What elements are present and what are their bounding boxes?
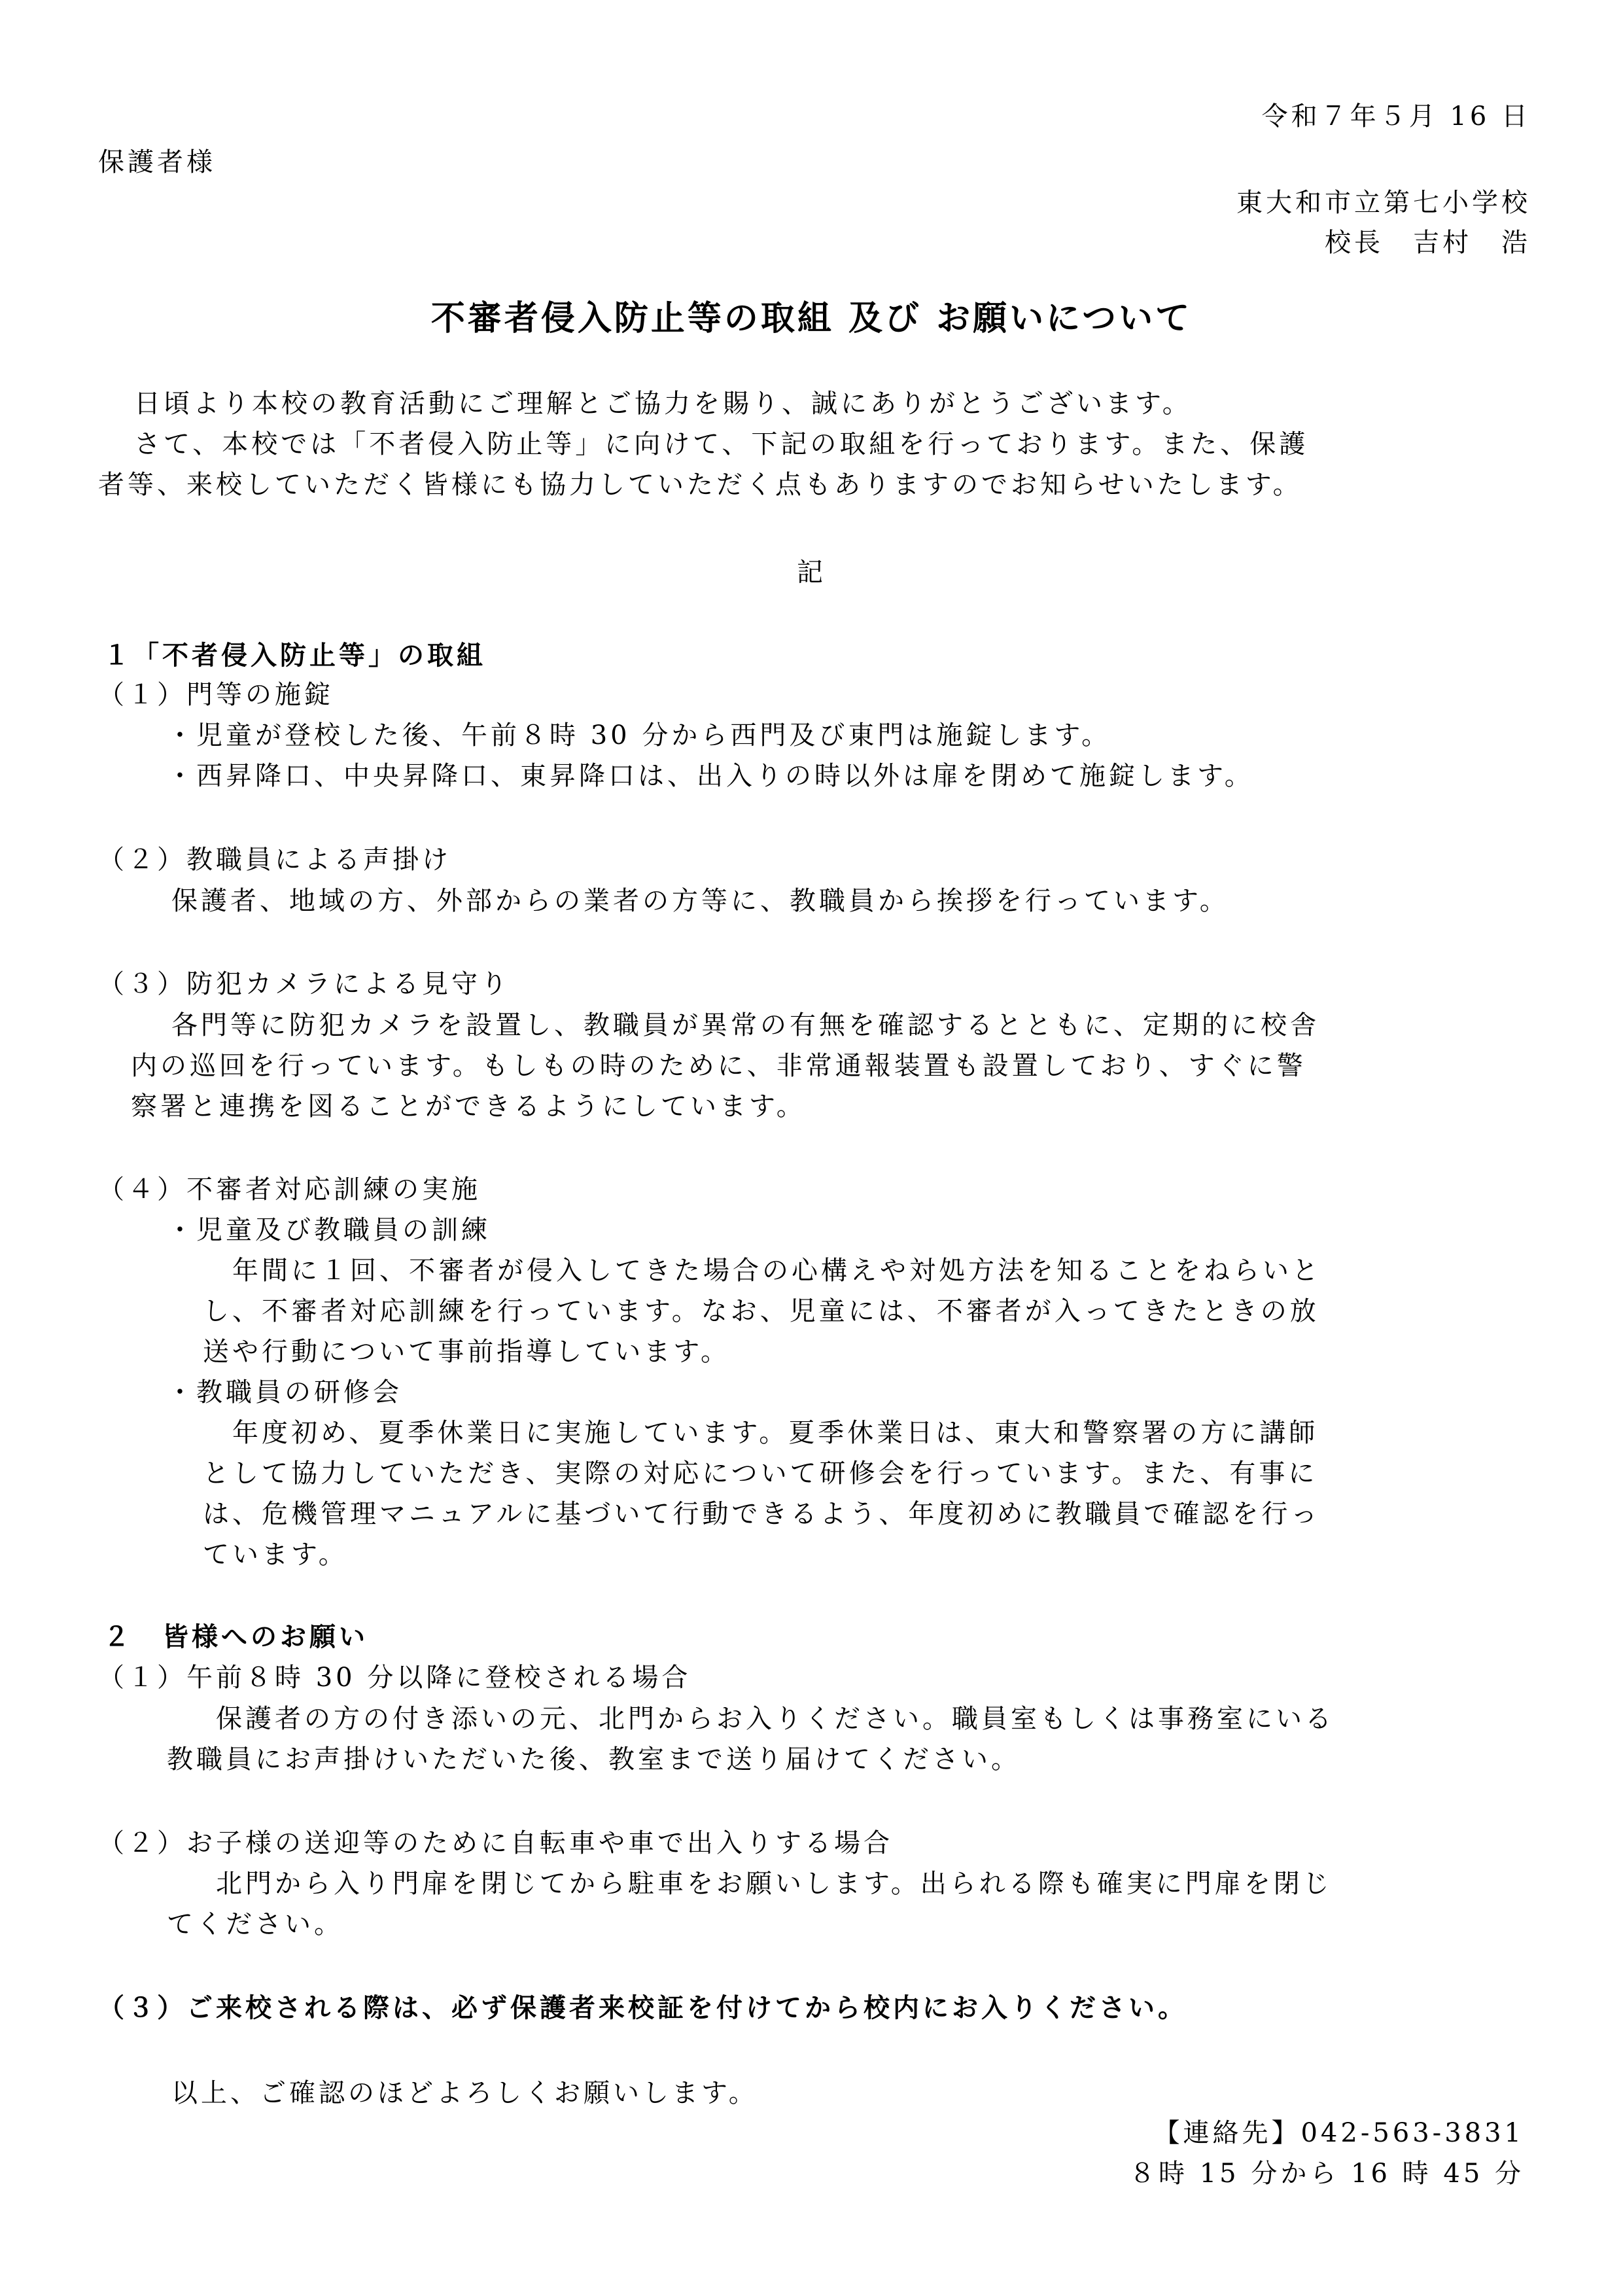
document-title: 不審者侵入防止等の取組 及び お願いについて xyxy=(430,299,1193,338)
section-1-item-1-line: ・西昇降口、中央昇降口、東昇降口は、出入りの時以外は扉を閉めて施錠します。 xyxy=(167,761,1254,791)
recipient: 保護者様 xyxy=(98,147,216,177)
section-2-item-1-line: 教職員にお声掛けいただいた後、教室まで送り届けてください。 xyxy=(167,1744,1021,1775)
intro-line: 者等、来校していただく皆様にも協力していただく点もありますのでお知らせいたします。 xyxy=(98,470,1302,500)
section-1-item-4-sub-2-line: として協力していただき、実際の対応について研修会を行っています。また、有事に xyxy=(203,1458,1318,1489)
section-2-item-3-heading: （３）ご来校される際は、必ず保護者来校証を付けてから校内にお入りください。 xyxy=(98,1993,1187,2023)
section-1-heading: １「不者侵入防止等」の取組 xyxy=(103,641,486,671)
section-1-item-1-line: ・児童が登校した後、午前８時 30 分から西門及び東門は施錠します。 xyxy=(167,720,1111,751)
section-2-item-2-heading: （２）お子様の送迎等のために自転車や車で出入りする場合 xyxy=(98,1828,893,1858)
section-1-item-3-heading: （３）防犯カメラによる見守り xyxy=(98,969,510,999)
contact-phone: 【連絡先】042-563-3831 xyxy=(1153,2118,1524,2148)
section-1-item-4-heading: （４）不審者対応訓練の実施 xyxy=(98,1174,481,1205)
section-2-item-2-line: てください。 xyxy=(167,1909,343,1939)
principal-name: 校長 吉村 浩 xyxy=(1325,228,1531,258)
section-2-heading: ２ 皆様へのお願い xyxy=(103,1622,368,1652)
section-1-item-4-sub-2-heading: ・教職員の研修会 xyxy=(167,1377,402,1407)
section-1-item-3-line: 察署と連携を図ることができるようにしています。 xyxy=(131,1091,806,1122)
section-1-item-4-sub-2-line: ています。 xyxy=(203,1540,348,1570)
section-1-item-4-sub-2-line: 年度初め、夏季休業日に実施しています。夏季休業日は、東大和警察署の方に講師 xyxy=(232,1418,1319,1448)
section-2-item-2-line: 北門から入り門扉を閉じてから駐車をお願いします。出られる際も確実に門扉を閉じ xyxy=(216,1869,1333,1899)
section-1-item-2-heading: （２）教職員による声掛け xyxy=(98,845,451,875)
section-1-item-4-sub-1-line: 送や行動について事前指導しています。 xyxy=(203,1337,730,1367)
closing-line: 以上、ご確認のほどよろしくお願いします。 xyxy=(171,2078,758,2108)
section-1-item-3-line: 各門等に防犯カメラを設置し、教職員が異常の有無を確認するとともに、定期的に校舎 xyxy=(171,1010,1319,1040)
intro-line: さて、本校では「不者侵入防止等」に向けて、下記の取組を行っております。また、保護 xyxy=(134,429,1309,459)
contact-hours: ８時 15 分から 16 時 45 分 xyxy=(1129,2159,1524,2189)
section-1-item-4-sub-1-line: 年間に１回、不審者が侵入してきた場合の心構えや対処方法を知ることをねらいと xyxy=(232,1256,1321,1286)
ki-marker: 記 xyxy=(797,557,826,588)
section-2-item-1-line: 保護者の方の付き添いの元、北門からお入りください。職員室もしくは事務室にいる xyxy=(216,1704,1335,1734)
intro-line: 日頃より本校の教育活動にご理解とご協力を賜り、誠にありがとうございます。 xyxy=(134,389,1192,419)
section-2-item-1-heading: （１）午前８時 30 分以降に登校される場合 xyxy=(98,1663,691,1693)
section-1-item-1-heading: （１）門等の施錠 xyxy=(98,680,334,710)
section-1-item-4-sub-1-heading: ・児童及び教職員の訓練 xyxy=(167,1215,491,1245)
section-1-item-4-sub-2-line: は、危機管理マニュアルに基づいて行動できるよう、年度初めに教職員で確認を行っ xyxy=(203,1499,1321,1529)
section-1-item-4-sub-1-line: し、不審者対応訓練を行っています。なお、児童には、不審者が入ってきたときの放 xyxy=(203,1296,1319,1326)
section-1-item-3-line: 内の巡回を行っています。もしもの時のために、非常通報装置も設置しており、すぐに警 xyxy=(131,1051,1306,1081)
school-name: 東大和市立第七小学校 xyxy=(1236,188,1531,218)
date: 令和７年５月 16 日 xyxy=(1261,101,1531,132)
section-1-item-2-line: 保護者、地域の方、外部からの業者の方等に、教職員から挨拶を行っています。 xyxy=(171,886,1229,916)
